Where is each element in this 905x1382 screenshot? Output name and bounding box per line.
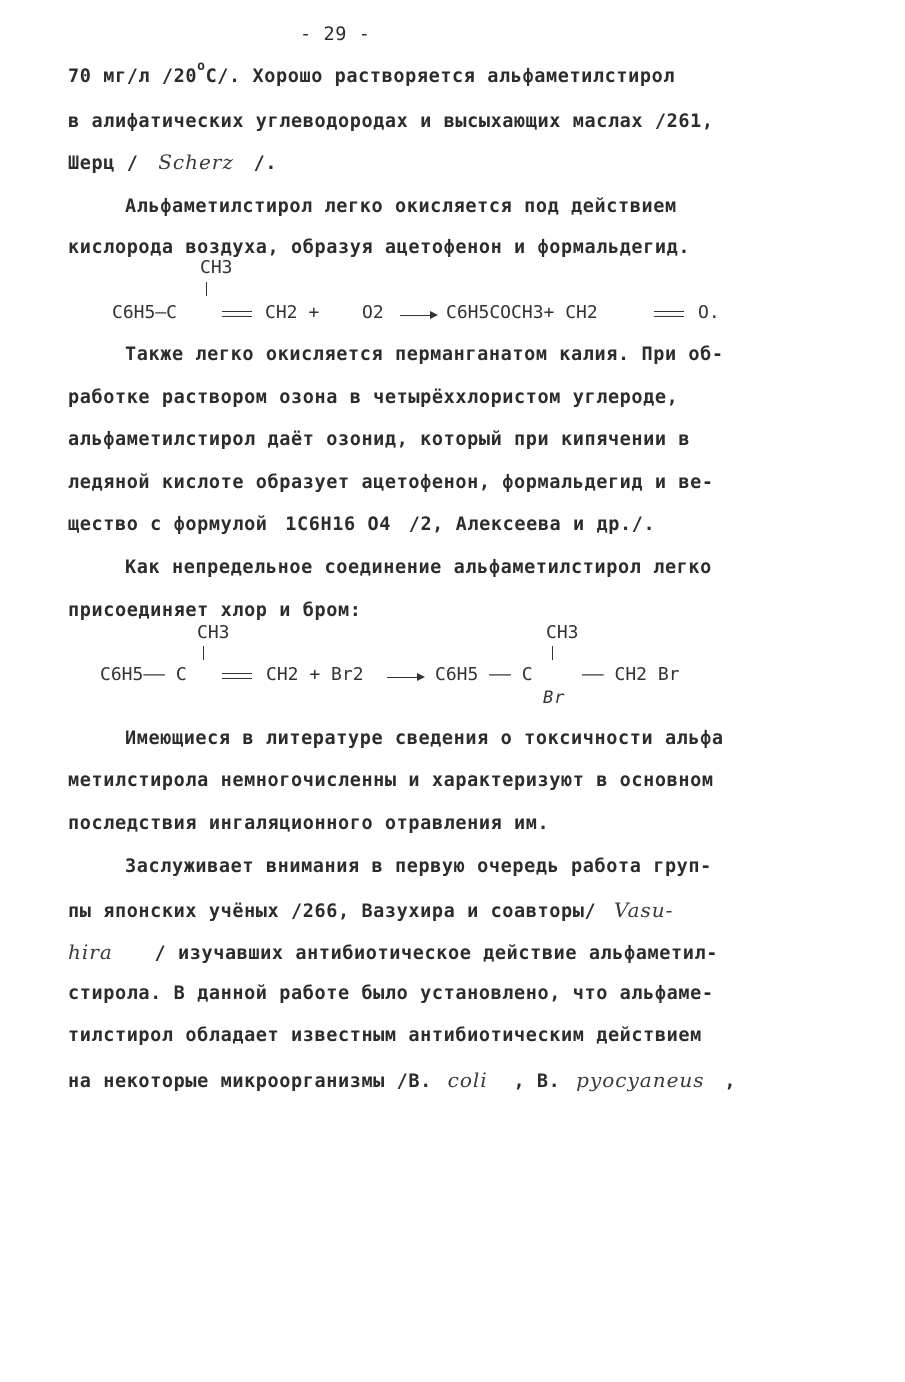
handwritten-coli: coli [447,1068,488,1092]
handwritten-pyocyaneus: pyocyaneus [576,1068,705,1092]
p1-line-3-a: Шерц / [68,153,139,174]
p6-line-2-a: пы японских учёных /266, Вазухира и соавторы/ [68,901,597,922]
p6-line-6-a: на некоторые микроорганизмы /В. [68,1071,432,1092]
p6-line-1: Заслуживает внимания в первую очередь работа груп- [125,856,712,877]
p1-line-1-a: 70 мг/л /20 [68,66,198,87]
eq1-bond-vertical [206,282,207,296]
p6-line-6-c: , [724,1071,737,1092]
p6-line-3 [68,940,718,964]
handwritten-scherz: Scherz [158,150,234,174]
eq1-left: C6H5—C [112,302,178,323]
p3-line-2: работке раствором озона в четырёххлористом углероде, [68,387,679,408]
eq2-br-bottom: Br [543,688,566,708]
eq1-oxygen: O. [698,302,720,323]
p3-line-3: альфаметилстирол даёт озонид, который при кипячении в [68,429,691,450]
p6-line-2 [68,898,673,922]
p3-line-5 [68,514,655,535]
eq2-tail: —— CH2 Br [582,664,680,685]
p1-line-1-b: С/. Хорошо растворяется альфаметилстирол [205,66,676,87]
p6-line-6-b: , В. [513,1071,561,1092]
p2-line-2: кислорода воздуха, образуя ацетофенон и формальдегид. [68,237,691,258]
eq1-double-bond-2 [654,311,684,317]
p6-line-3-b: / изучавших антибиотическое действие альфаметил- [154,943,718,964]
p3-line-4: ледяной кислоте образует ацетофенон, формальдегид и ве- [68,472,714,493]
eq2-arrow [387,677,423,678]
p3-line-1: Также легко окисляется перманганатом калия. При об- [125,344,724,365]
eq1-o2: O2 [362,302,384,323]
p3-line-5-a: щество с формулой [68,514,268,535]
eq1-ch2: CH2 + [265,302,320,323]
eq2-ch3-a: CH3 [197,622,230,643]
eq1-arrow [400,315,436,316]
p1-line-3-b: /. [253,153,278,174]
handwritten-hira: hira [68,940,113,964]
p2-line-1: Альфаметилстирол легко окисляется под действием [125,196,677,217]
p6-line-4: стирола. В данной работе было установлено, что альфаме- [68,983,714,1004]
eq2-bond-vertical-b [552,646,553,660]
eq2-product: C6H5 —— C [435,664,533,685]
eq1-double-bond [222,311,252,317]
p4-line-1: Как непредельное соединение альфаметилстирол легко [125,557,712,578]
p3-line-5-b: /2, Алексеева и др./. [408,514,656,535]
p5-line-3: последствия ингаляционного отравления им. [68,813,550,834]
p5-line-1: Имеющиеся в литературе сведения о токсичности альфа [125,728,724,749]
p1-line-3 [68,150,277,174]
eq2-ch2: CH2 + Br2 [266,664,364,685]
eq2-bond-vertical-a [203,646,204,660]
formula-c16h16o4: 1C6H16 O4 [285,514,391,535]
eq1-ch3: CH3 [200,257,233,278]
eq1-product: C6H5COCH3+ CH2 [446,302,598,323]
eq2-left: C6H5—— C [100,664,187,685]
p1-line-1 [68,59,676,87]
p1-line-2: в алифатических углеводородах и высыхающих маслах /261, [68,111,714,132]
page-number: - 29 - [300,24,371,45]
p4-line-2: присоединяет хлор и бром: [68,600,362,621]
p6-line-5: тилстирол обладает известным антибиотическим действием [68,1025,702,1046]
p6-line-6 [68,1068,736,1092]
p5-line-2: метилстирола немногочисленны и характеризуют в основном [68,770,714,791]
degree-mark: o [197,59,206,74]
handwritten-vasu: Vasu- [613,898,674,922]
eq2-ch3-b: CH3 [546,622,579,643]
eq2-double-bond [222,673,252,679]
